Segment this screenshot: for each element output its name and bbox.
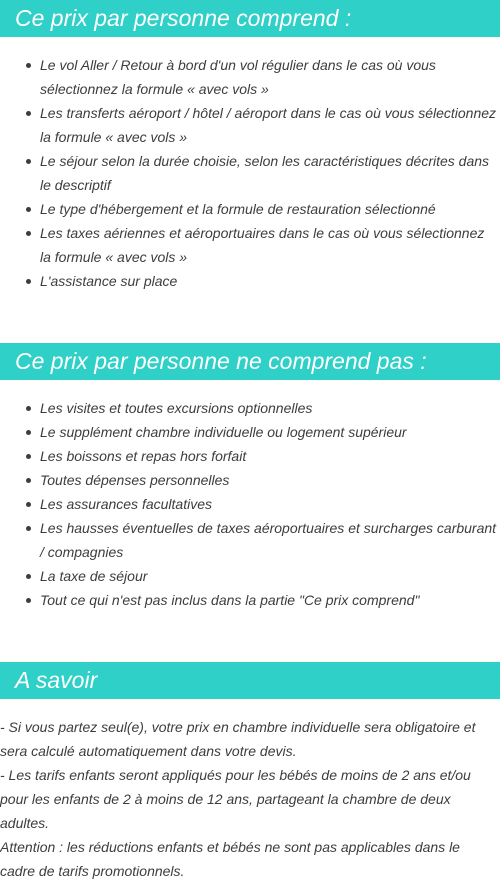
bullet-icon — [26, 430, 31, 435]
includes-heading: Ce prix par personne comprend : — [0, 0, 500, 37]
bullet-icon — [26, 454, 31, 459]
info-text — [0, 715, 500, 883]
list-item — [0, 149, 500, 197]
bullet-icon — [26, 406, 31, 411]
info-heading: A savoir — [0, 662, 500, 699]
list-item-text: L'assistance sur place — [40, 273, 178, 289]
excludes-list — [0, 396, 500, 612]
list-item — [0, 269, 500, 293]
bullet-icon — [26, 478, 31, 483]
list-item — [0, 197, 500, 221]
list-item — [0, 221, 500, 269]
info-paragraph: - Si vous partez seul(e), votre prix en chambre individuelle sera obligatoire et sera calculé automatiquement dans votre devis. — [0, 719, 476, 759]
list-item-text: Les boissons et repas hors forfait — [40, 448, 247, 464]
list-item-text: Les visites et toutes excursions optionnelles — [40, 400, 313, 416]
includes-list — [0, 53, 500, 293]
list-item — [0, 588, 500, 612]
list-item-text: Le supplément chambre individuelle ou logement supérieur — [40, 424, 407, 440]
list-item — [0, 468, 500, 492]
list-item-text: Tout ce qui n'est pas inclus dans la partie "Ce prix comprend" — [40, 592, 420, 608]
bullet-icon — [26, 159, 31, 164]
bullet-icon — [26, 63, 31, 68]
list-item-text: La taxe de séjour — [40, 568, 148, 584]
info-paragraph: - Les tarifs enfants seront appliqués pour les bébés de moins de 2 ans et/ou pour les enfants de 2 à moins de 12 ans, partageant la chambre de deux adultes. — [0, 767, 471, 831]
list-item — [0, 444, 500, 468]
bullet-icon — [26, 279, 31, 284]
list-item-text: Les assurances facultatives — [40, 496, 212, 512]
bullet-icon — [26, 207, 31, 212]
list-item-text: Les transferts aéroport / hôtel / aéroport dans le cas où vous sélectionnez la formule « avec vols » — [40, 105, 497, 145]
list-item — [0, 420, 500, 444]
list-item-text: Les hausses éventuelles de taxes aéroportuaires et surcharges carburant / compagnies — [40, 520, 497, 560]
bullet-icon — [26, 502, 31, 507]
bullet-icon — [26, 231, 31, 236]
list-item — [0, 396, 500, 420]
bullet-icon — [26, 598, 31, 603]
list-item-text: Le séjour selon la durée choisie, selon les caractéristiques décrites dans le descriptif — [40, 153, 490, 193]
bullet-icon — [26, 111, 31, 116]
list-item — [0, 101, 500, 149]
list-item — [0, 53, 500, 101]
list-item — [0, 492, 500, 516]
bullet-icon — [26, 526, 31, 531]
list-item — [0, 564, 500, 588]
list-item-text: Les taxes aériennes et aéroportuaires dans le cas où vous sélectionnez la formule « avec vols » — [40, 225, 485, 265]
excludes-heading: Ce prix par personne ne comprend pas : — [0, 343, 500, 380]
list-item-text: Toutes dépenses personnelles — [40, 472, 230, 488]
list-item-text: Le vol Aller / Retour à bord d'un vol régulier dans le cas où vous sélectionnez la formule « avec vols » — [40, 57, 436, 97]
bullet-icon — [26, 574, 31, 579]
list-item-text: Le type d'hébergement et la formule de restauration sélectionné — [40, 201, 436, 217]
info-paragraph: Attention : les réductions enfants et bébés ne sont pas applicables dans le cadre de tarifs promotionnels. — [0, 839, 460, 879]
list-item — [0, 516, 500, 564]
